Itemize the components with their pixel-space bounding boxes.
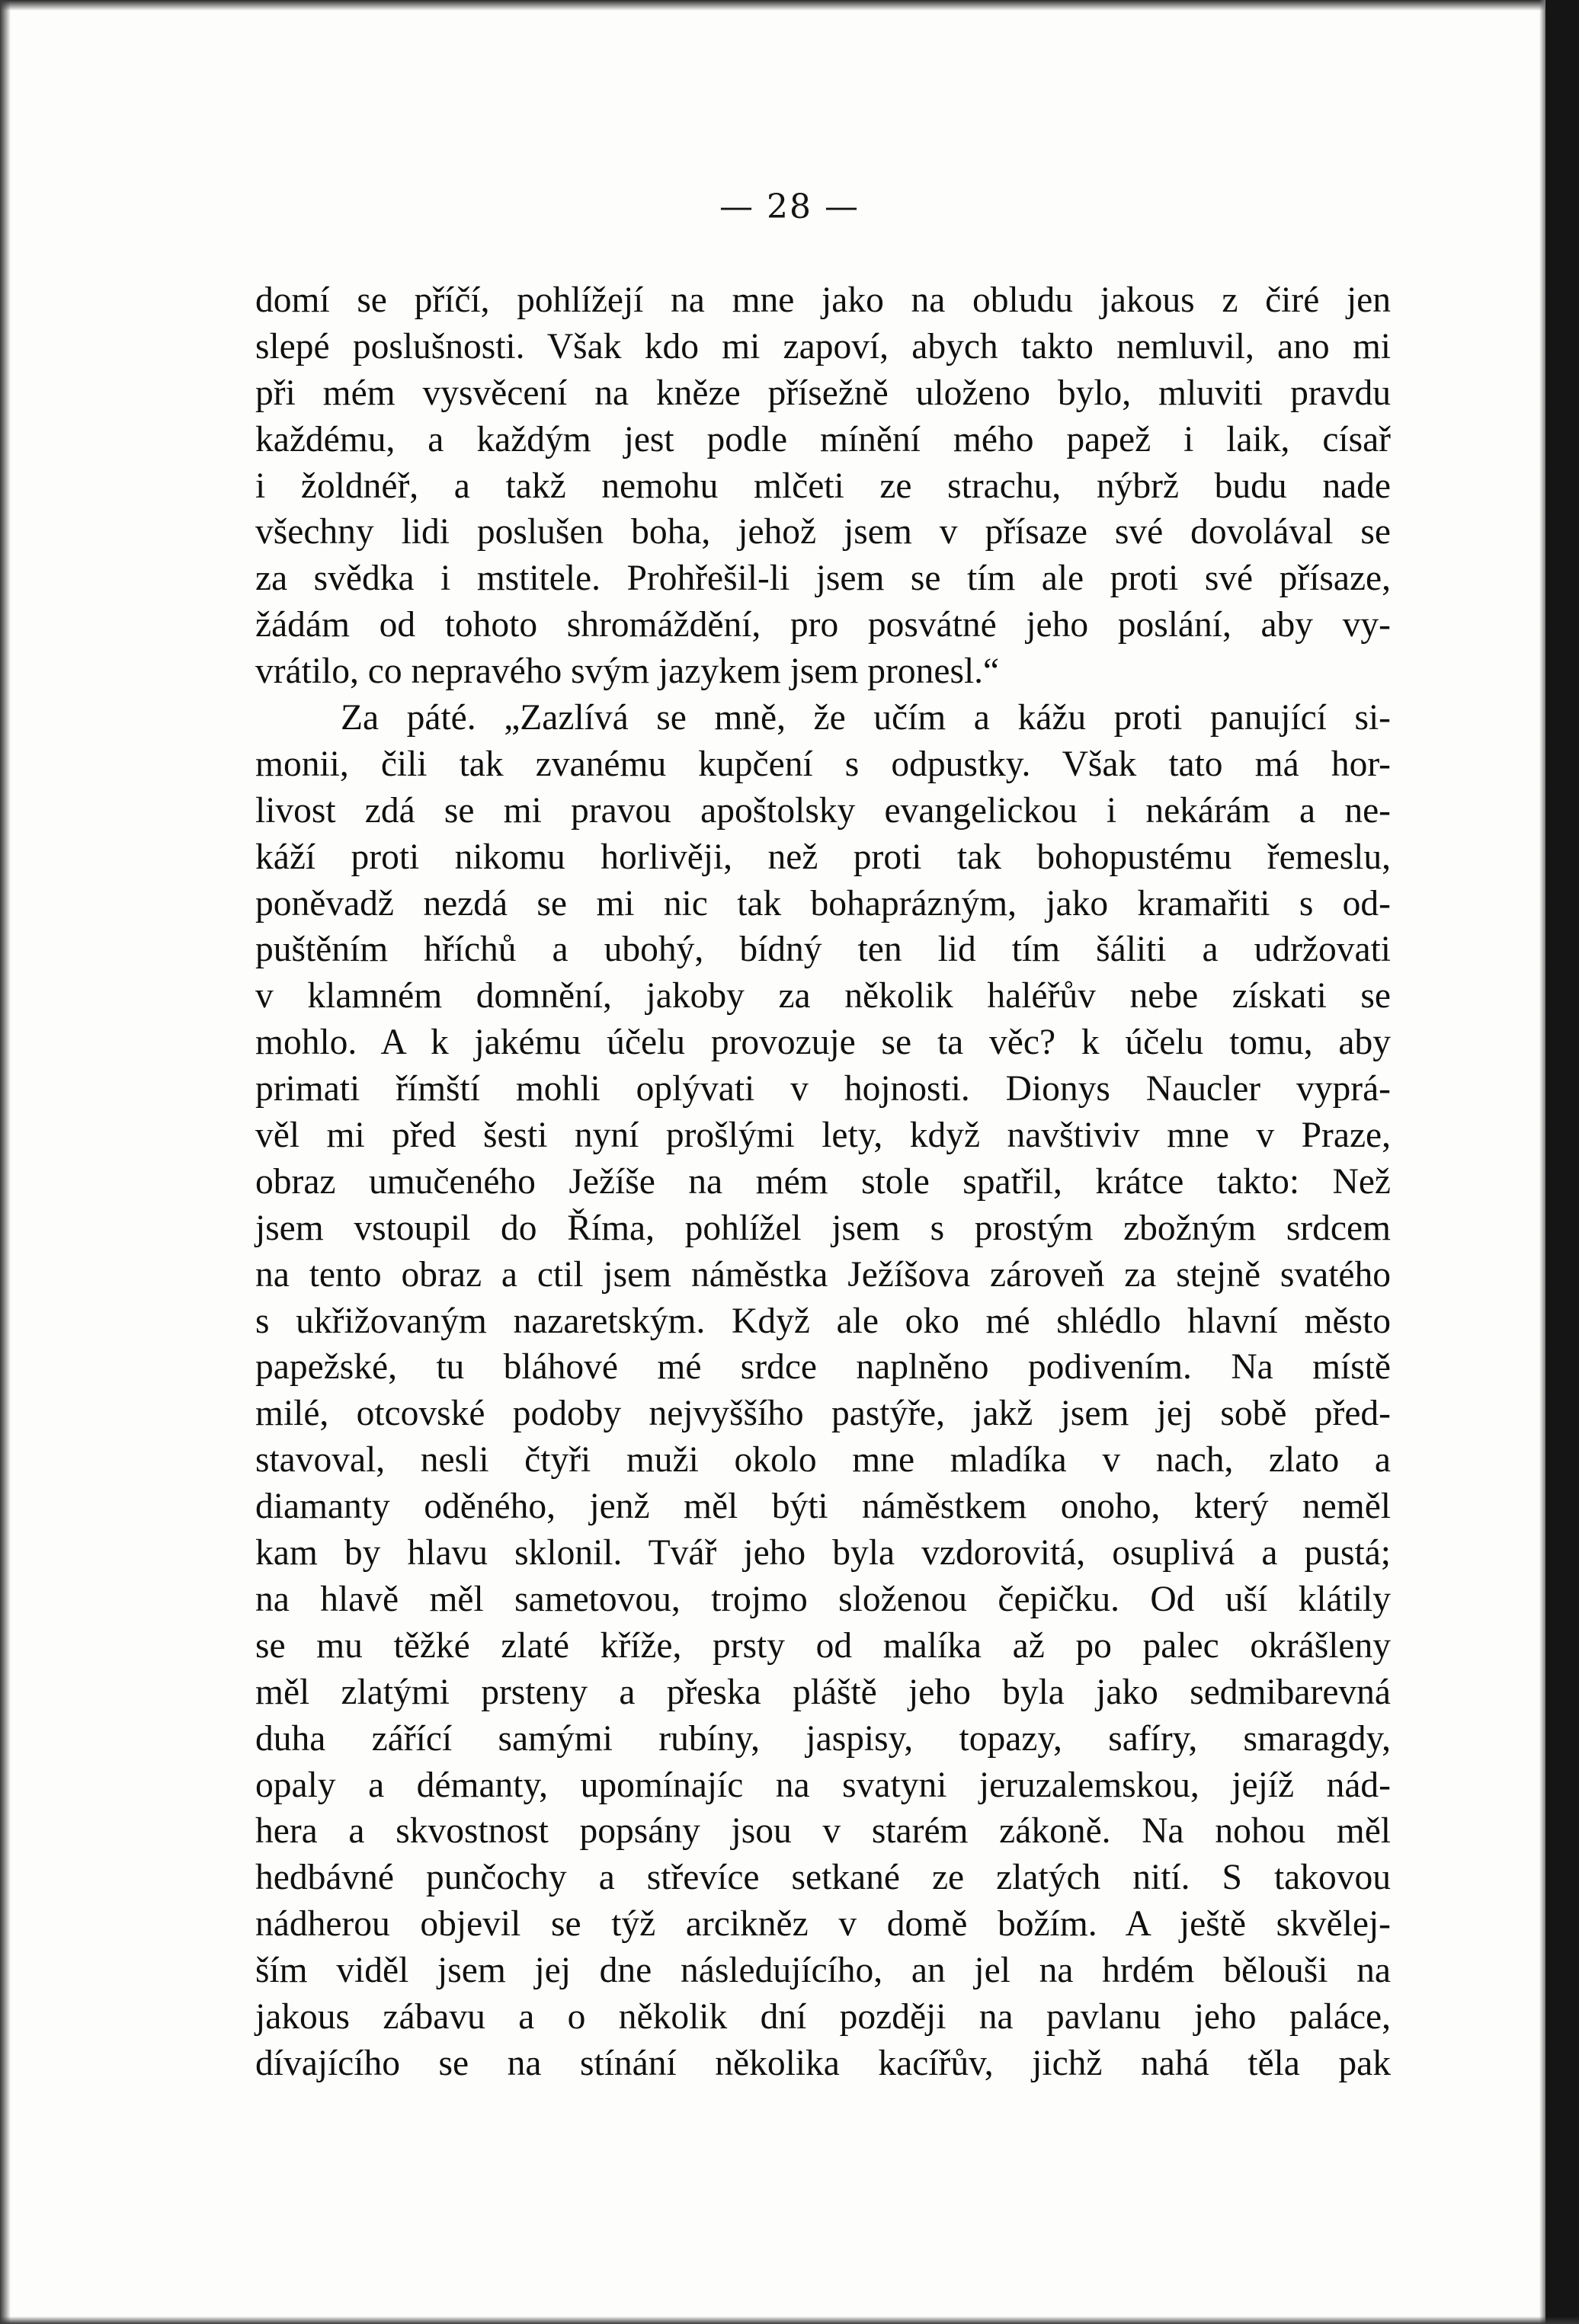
text-line: Za páté. „Zazlívá se mně, že učím a kážu proti panující si- [341,698,1391,738]
body-text [255,277,1391,2087]
text-line: primati římští mohli oplývati v hojnosti. Dionys Naucler vyprá- [255,1069,1391,1109]
text-line: káží proti nikomu horlivěji, než proti tak bohopustému řemeslu, [255,837,1391,877]
text-line: žádám od tohoto shromáždění, pro posvátné jeho poslání, aby vy- [255,605,1391,645]
text-line: kam by hlavu sklonil. Tvář jeho byla vzdorovitá, osuplivá a pustá; [255,1533,1391,1573]
text-line: každému, a každým jest podle mínění mého papež i laik, císař [255,419,1391,459]
text-line: hedbávné punčochy a střevíce setkané ze zlatých nití. S takovou [255,1858,1391,1898]
text-line: opaly a démanty, upomínajíc na svatyni jeruzalemskou, jejíž nád- [255,1765,1391,1805]
text-line: na hlavě měl sametovou, trojmo složenou čepičku. Od uší klátily [255,1579,1391,1619]
text-line: hera a skvostnost popsány jsou v starém zákoně. Na nohou měl [255,1811,1391,1852]
text-line: ším viděl jsem jej dne následujícího, an jel na hrdém bělouši na [255,1951,1391,1991]
scan-edge-right [1545,0,1579,2324]
text-line: na tento obraz a ctil jsem náměstka Ježíšova zároveň za stejně svatého [255,1254,1391,1295]
text-line: i žoldnéř, a takž nemohu mlčeti ze strachu, nýbrž budu nade [255,466,1391,506]
text-line: monii, čili tak zvanému kupčení s odpustky. Však tato má hor- [255,744,1391,784]
text-line: jsem vstoupil do Říma, pohlížel jsem s prostým zbožným srdcem [255,1208,1391,1248]
text-line: věl mi před šesti nyní prošlými lety, když navštiviv mne v Praze, [255,1116,1391,1156]
text-line: obraz umučeného Ježíše na mém stole spatřil, krátce takto: Než [255,1161,1391,1202]
text-line: nádherou objevil se týž arcikněz v domě božím. A ještě skvělej- [255,1904,1391,1945]
text-line: poněvadž nezdá se mi nic tak bohaprázným, jako kramařiti s od- [255,883,1391,924]
text-line: všechny lidi poslušen boha, jehož jsem v přísaze své dovolával se [255,512,1391,552]
text-line: slepé poslušnosti. Však kdo mi zapoví, abych takto nemluvil, ano mi [255,326,1391,367]
text-line: mohlo. A k jakému účelu provozuje se ta věc? k účelu tomu, aby [255,1023,1391,1063]
scan-edge-shadow [1539,0,1545,2324]
page-number: — 28 — [719,187,860,226]
text-line: měl zlatými prsteny a přeska pláště jeho byla jako sedmibarevná [255,1672,1391,1712]
text-line: puštěním hříchů a ubohý, bídný ten lid tím šáliti a udržovati [255,930,1391,970]
text-line: livost zdá se mi pravou apoštolsky evangelickou i nekárám a ne- [255,790,1391,831]
text-line: jakous zábavu a o několik dní později na pavlanu jeho paláce, [255,1996,1391,2037]
scan-edge-bottom [0,2316,1579,2324]
text-line: milé, otcovské podoby nejvyššího pastýře, jakž jsem jej sobě před- [255,1394,1391,1434]
text-line: v klamném domnění, jakoby za několik haléřův nebe získati se [255,976,1391,1016]
text-line: za svědka i mstitele. Prohřešil-li jsem se tím ale proti své přísaze, [255,559,1391,599]
text-line: se mu těžké zlaté kříže, prsty od malíka až po palec okrášleny [255,1625,1391,1666]
text-line: stavoval, nesli čtyři muži okolo mne mladíka v nach, zlato a [255,1440,1391,1481]
scan-edge-left [0,0,11,2324]
text-line: vrátilo, co nepravého svým jazykem jsem pronesl.“ [255,651,1000,692]
text-line: domí se příčí, pohlížejí na mne jako na obludu jakous z čiré jen [255,280,1391,320]
text-line: při mém vysvěcení na kněze přísežně uloženo bylo, mluviti pravdu [255,373,1391,413]
scan-edge-top [0,0,1579,11]
text-line: papežské, tu bláhové mé srdce naplněno podivením. Na místě [255,1347,1391,1388]
text-line: s ukřižovaným nazaretským. Když ale oko mé shlédlo hlavní město [255,1301,1391,1341]
text-line: dívajícího se na stínání několika kacířův, jichž nahá těla pak [255,2043,1391,2083]
text-line: diamanty oděného, jenž měl býti náměstkem onoho, který neměl [255,1487,1391,1527]
text-line: duha zářící samými rubíny, jaspisy, topazy, safíry, smaragdy, [255,1718,1391,1759]
